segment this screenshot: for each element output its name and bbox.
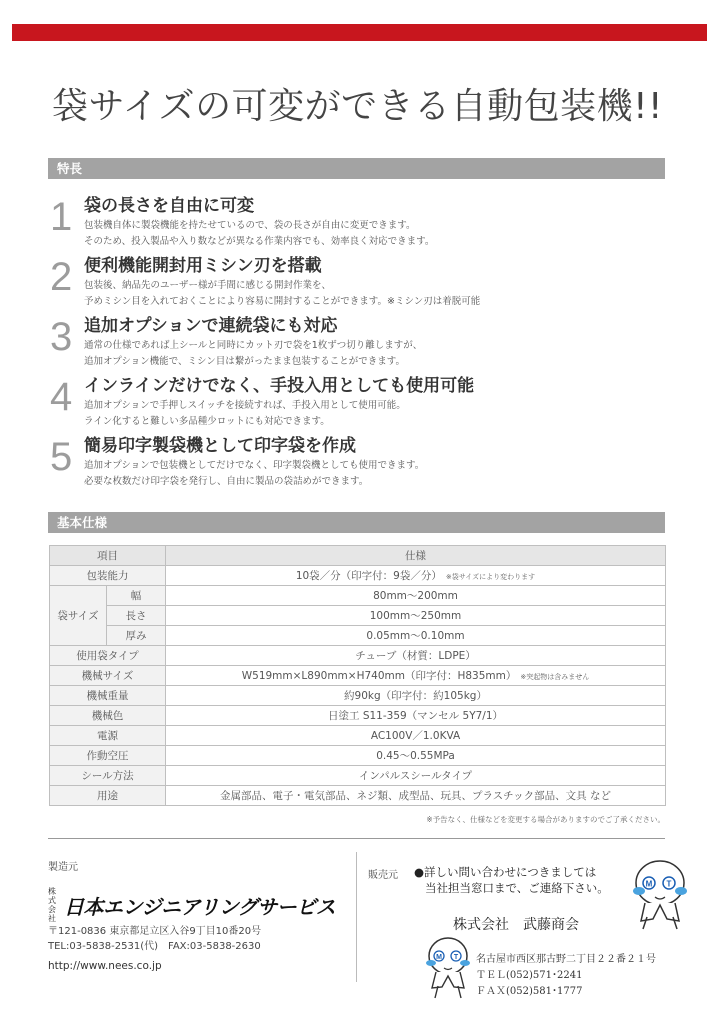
spec-label: 電源: [50, 726, 166, 746]
spec-value: 0.45～0.55MPa: [166, 746, 666, 766]
spec-section-header: 基本仕様: [48, 512, 665, 533]
spec-value: AC100V／1.0KVA: [166, 726, 666, 746]
spec-footnote: ※予告なく、仕様などを変更する場合がありますのでご了承ください。: [426, 815, 665, 824]
table-row: [50, 546, 666, 566]
table-row: [50, 566, 666, 586]
table-row: [50, 686, 666, 706]
feature-title: 袋の長さを自由に可変: [84, 196, 254, 216]
feature-title: インラインだけでなく、手投入用としても使用可能: [84, 376, 475, 396]
spec-label: 使用袋タイプ: [50, 646, 166, 666]
page-headline: 袋サイズの可変ができる自動包装機!!: [52, 86, 663, 127]
spec-value: [166, 666, 666, 686]
spec-value: 0.05mm～0.10mm: [166, 626, 666, 646]
feature-number: 5: [50, 435, 73, 479]
spec-label: 機械重量: [50, 686, 166, 706]
maker-url[interactable]: http://www.nees.co.jp: [48, 960, 162, 972]
table-row: [50, 746, 666, 766]
feature-desc-line: 追加オプションで包装機としてだけでなく、印字製袋機としても使用できます。: [84, 460, 425, 471]
feature-number: 3: [50, 315, 73, 359]
feature-desc-line: そのため、投入製品や入り数などが異なる作業内容でも、効率良く対応できます。: [84, 236, 435, 247]
dealer-fax: ＦＡＸ(052)581･1777: [476, 986, 583, 997]
feature-number: 4: [50, 375, 73, 419]
divider: [48, 838, 665, 839]
feature-title: 便利機能開封用ミシン刃を搭載: [84, 256, 322, 276]
mascot-badge-right: T: [666, 879, 672, 889]
maker-label: 製造元: [48, 862, 78, 873]
feature-number: 2: [50, 255, 73, 299]
capacity-value: 10袋／分（印字付：9袋／分）: [295, 570, 442, 582]
capacity-note: ※袋サイズにより変わります: [445, 573, 536, 581]
table-row: [50, 646, 666, 666]
mascot-badge-left: M: [645, 879, 653, 889]
maker-kk: 株式会社: [48, 887, 56, 923]
machsize-note: ※突起物は含みません: [520, 673, 590, 681]
spec-value: 80mm～200mm: [166, 586, 666, 606]
machsize-value: W519mm×L890mm×H740mm（印字付：H835mm）: [241, 670, 517, 682]
feature-desc-line: 追加オプションで手押しスイッチを接続すれば、手投入用として使用可能。: [84, 400, 406, 411]
mascot-badge-right: T: [453, 954, 459, 961]
inquiry-line-1: ●詳しい問い合わせにつきましては: [414, 865, 597, 879]
maker-name: 日本エンジニアリングサービス: [64, 894, 336, 919]
feature-5: [50, 433, 670, 493]
feature-number: 1: [50, 195, 73, 239]
spec-sublabel: 長さ: [107, 606, 166, 626]
feature-4: [50, 373, 670, 433]
spec-value: インパルスシールタイプ: [166, 766, 666, 786]
spec-label: 袋サイズ: [50, 586, 107, 646]
table-row: [50, 726, 666, 746]
feature-1: [50, 193, 670, 253]
inquiry-line-2: 当社担当窓口まで、ご連絡下さい。: [425, 881, 609, 895]
feature-desc-line: 追加オプション機能で、ミシン目は繋がったまま包装することができます。: [84, 356, 405, 367]
spec-value: 日塗工 S11-359（マンセル 5Y7/1）: [166, 706, 666, 726]
mascot-badge-left: M: [436, 954, 442, 961]
table-row: [50, 706, 666, 726]
feature-desc-line: 包装後、納品先のユーザー様が手間に感じる開封作業を、: [84, 280, 332, 291]
feature-desc-line: 予めミシン目を入れておくことにより容易に開封することができます。※ミシン刃は着脱可能: [84, 296, 481, 307]
spec-head-spec: 仕様: [166, 546, 666, 566]
spec-label: 機械色: [50, 706, 166, 726]
spec-value: チューブ（材質：LDPE）: [166, 646, 666, 666]
spec-label: 機械サイズ: [50, 666, 166, 686]
spec-label: 用途: [50, 786, 166, 806]
feature-2: [50, 253, 670, 313]
mascot-icon: [625, 853, 695, 933]
spec-value: [166, 566, 666, 586]
table-row: [50, 666, 666, 686]
spec-label: シール方法: [50, 766, 166, 786]
spec-value: 約90kg（印字付：約105kg）: [166, 686, 666, 706]
table-row: [50, 626, 666, 646]
feature-desc-line: 必要な枚数だけ印字袋を発行し、自由に製品の袋詰めができます。: [84, 476, 369, 487]
spec-label: 作動空圧: [50, 746, 166, 766]
table-row: [50, 606, 666, 626]
spec-sublabel: 幅: [107, 586, 166, 606]
dealer-address: 名古屋市西区那古野二丁目２２番２１号: [476, 954, 656, 965]
top-accent-bar: [12, 24, 707, 41]
spec-head-item: 項目: [50, 546, 166, 566]
feature-title: 追加オプションで連続袋にも対応: [84, 316, 338, 336]
feature-desc-line: ライン化すると難しい多品種少ロットにも対応できます。: [84, 416, 330, 427]
divider: [356, 852, 357, 982]
spec-sublabel: 厚み: [107, 626, 166, 646]
mascot-icon: [420, 932, 476, 1002]
spec-label: 包装能力: [50, 566, 166, 586]
feature-desc-line: 包装機自体に製袋機能を持たせているので、袋の長さが自由に変更できます。: [84, 220, 416, 231]
dealer-tel: ＴＥＬ(052)571･2241: [476, 970, 583, 981]
feature-title: 簡易印字製袋機として印字袋を作成: [84, 436, 356, 456]
maker-phone: TEL:03-5838-2531(代) FAX:03-5838-2630: [48, 941, 261, 952]
table-row: [50, 786, 666, 806]
spec-value: 金属部品、電子・電気部品、ネジ類、成型品、玩具、プラスチック部品、文具 など: [166, 786, 666, 806]
dealer-name: 株式会社 武藤商会: [453, 917, 579, 933]
feature-desc-line: 通常の仕様であれば上シールと同時にカット刃で袋を1枚ずつ切り離しますが、: [84, 340, 423, 351]
maker-address: 〒121-0836 東京都足立区入谷9丁目10番20号: [48, 926, 262, 937]
spec-value: 100mm～250mm: [166, 606, 666, 626]
dealer-label: 販売元: [368, 870, 398, 881]
table-row: [50, 586, 666, 606]
spec-table: [49, 545, 666, 806]
features-section-header: 特長: [48, 158, 665, 179]
table-row: [50, 766, 666, 786]
maker-logo: [48, 887, 335, 923]
feature-3: [50, 313, 670, 373]
